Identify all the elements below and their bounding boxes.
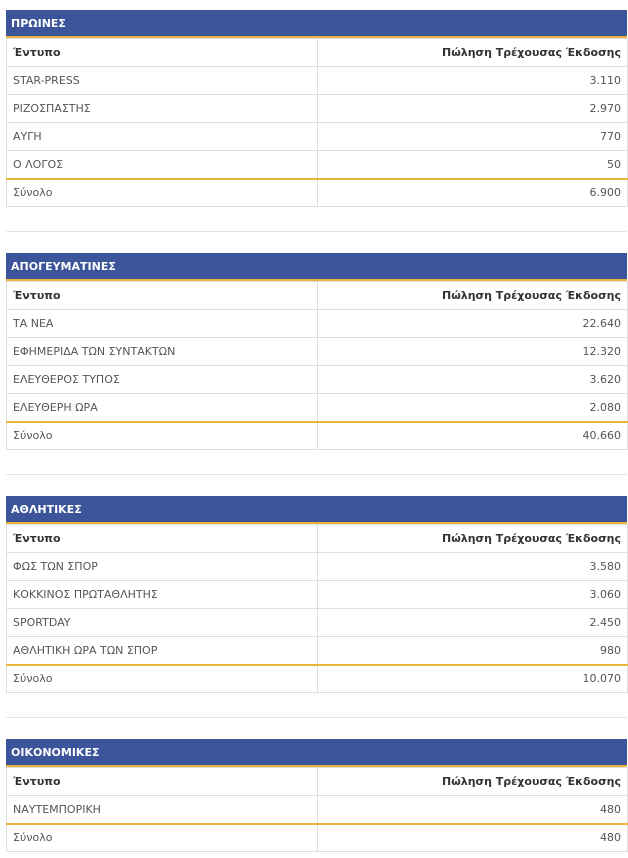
column-header-sales: Πώληση Τρέχουσας Έκδοσης	[318, 768, 628, 796]
table-row	[7, 553, 628, 581]
section-oikonomikes	[6, 739, 627, 852]
publication-name: ΚΟΚΚΙΝΟΣ ΠΡΩΤΑΘΛΗΤΗΣ	[7, 581, 318, 609]
publication-name: ΑΘΛΗΤΙΚΗ ΩΡΑ ΤΩΝ ΣΠΟΡ	[7, 637, 318, 665]
section-title: ΟΙΚΟΝΟΜΙΚΕΣ	[6, 739, 627, 767]
column-header-name: Έντυπο	[7, 39, 318, 67]
sales-table	[6, 38, 628, 207]
total-label: Σύνολο	[7, 422, 318, 450]
section-divider	[6, 717, 627, 718]
table-header-row	[7, 39, 628, 67]
sales-value: 2.450	[318, 609, 628, 637]
publication-name: ΕΛΕΥΘΕΡΗ ΩΡΑ	[7, 394, 318, 422]
sales-value: 3.060	[318, 581, 628, 609]
total-label: Σύνολο	[7, 824, 318, 852]
total-row	[7, 179, 628, 207]
sales-table	[6, 281, 628, 450]
sales-table	[6, 524, 628, 693]
column-header-name: Έντυπο	[7, 282, 318, 310]
total-row	[7, 422, 628, 450]
total-row	[7, 665, 628, 693]
table-row	[7, 151, 628, 179]
publication-name: SPORTDAY	[7, 609, 318, 637]
total-value: 480	[318, 824, 628, 852]
sales-value: 980	[318, 637, 628, 665]
table-header-row	[7, 525, 628, 553]
table-row	[7, 796, 628, 824]
table-header-row	[7, 768, 628, 796]
column-header-sales: Πώληση Τρέχουσας Έκδοσης	[318, 525, 628, 553]
publication-name: ΕΦΗΜΕΡΙΔΑ ΤΩΝ ΣΥΝΤΑΚΤΩΝ	[7, 338, 318, 366]
table-header-row	[7, 282, 628, 310]
sales-value: 3.110	[318, 67, 628, 95]
table-row	[7, 95, 628, 123]
sales-table	[6, 767, 628, 852]
publication-name: ΝΑΥΤΕΜΠΟΡΙΚΗ	[7, 796, 318, 824]
sales-value: 2.080	[318, 394, 628, 422]
publication-name: ΦΩΣ ΤΩΝ ΣΠΟΡ	[7, 553, 318, 581]
section-apogeymatines	[6, 253, 627, 450]
table-row	[7, 338, 628, 366]
section-proines	[6, 10, 627, 207]
section-title: ΑΠΟΓΕΥΜΑΤΙΝΕΣ	[6, 253, 627, 281]
column-header-sales: Πώληση Τρέχουσας Έκδοσης	[318, 39, 628, 67]
publication-name: ΡΙΖΟΣΠΑΣΤΗΣ	[7, 95, 318, 123]
publication-name: ΕΛΕΥΘΕΡΟΣ ΤΥΠΟΣ	[7, 366, 318, 394]
section-divider	[6, 474, 627, 475]
total-value: 40.660	[318, 422, 628, 450]
table-row	[7, 609, 628, 637]
table-row	[7, 67, 628, 95]
table-row	[7, 310, 628, 338]
sales-value: 3.620	[318, 366, 628, 394]
publication-name: ΤΑ ΝΕΑ	[7, 310, 318, 338]
total-label: Σύνολο	[7, 665, 318, 693]
table-row	[7, 581, 628, 609]
sales-value: 50	[318, 151, 628, 179]
total-value: 10.070	[318, 665, 628, 693]
publication-name: Ο ΛΟΓΟΣ	[7, 151, 318, 179]
sales-value: 22.640	[318, 310, 628, 338]
total-value: 6.900	[318, 179, 628, 207]
total-row	[7, 824, 628, 852]
publication-name: STAR-PRESS	[7, 67, 318, 95]
sales-value: 3.580	[318, 553, 628, 581]
table-row	[7, 366, 628, 394]
table-row	[7, 123, 628, 151]
sales-value: 480	[318, 796, 628, 824]
sales-value: 2.970	[318, 95, 628, 123]
publication-name: ΑΥΓΗ	[7, 123, 318, 151]
sales-value: 12.320	[318, 338, 628, 366]
section-divider	[6, 231, 627, 232]
table-row	[7, 394, 628, 422]
sales-value: 770	[318, 123, 628, 151]
column-header-name: Έντυπο	[7, 525, 318, 553]
total-label: Σύνολο	[7, 179, 318, 207]
column-header-sales: Πώληση Τρέχουσας Έκδοσης	[318, 282, 628, 310]
table-row	[7, 637, 628, 665]
section-title: ΠΡΩΙΝΕΣ	[6, 10, 627, 38]
column-header-name: Έντυπο	[7, 768, 318, 796]
section-title: ΑΘΛΗΤΙΚΕΣ	[6, 496, 627, 524]
section-athlitikes	[6, 496, 627, 693]
